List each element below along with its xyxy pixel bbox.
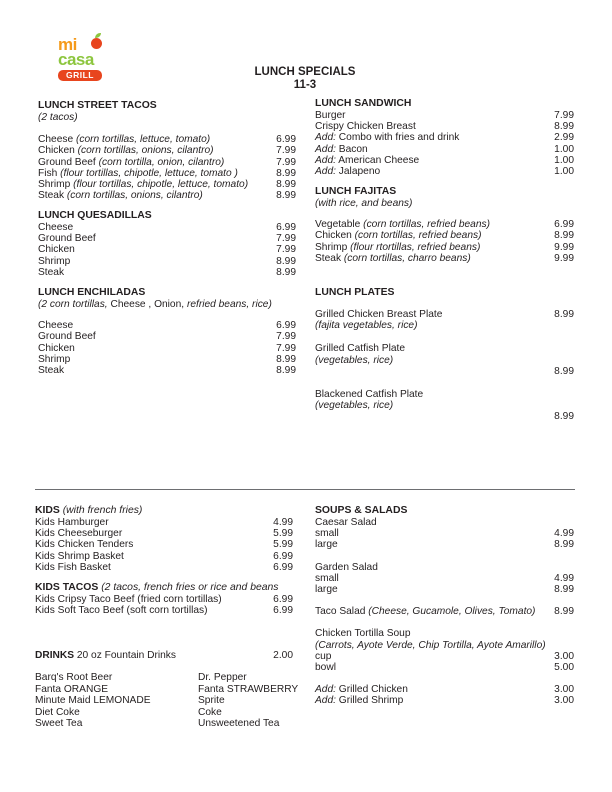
section-heading: LUNCH SANDWICH <box>315 98 412 109</box>
price: 8.99 <box>276 179 296 191</box>
price: 4.99 <box>554 572 574 584</box>
item-name: Steak <box>38 190 65 202</box>
item-desc: (vegetables, rice) <box>315 354 394 366</box>
item-name: Burger <box>315 110 346 121</box>
item-label <box>315 695 403 706</box>
drinks-list <box>35 672 299 730</box>
sandwich-section <box>315 98 574 177</box>
taco-salad <box>315 606 574 617</box>
item-label <box>38 244 75 255</box>
price: 5.99 <box>273 528 293 540</box>
kids-section <box>35 505 293 573</box>
logo <box>58 36 106 88</box>
price: 6.99 <box>273 561 293 573</box>
soups-salads-section <box>315 505 574 707</box>
menu-item <box>38 365 296 376</box>
menu-item <box>35 551 293 562</box>
item-name: Shrimp <box>38 353 71 365</box>
size-label: small <box>315 528 339 540</box>
drinks-section <box>35 650 299 730</box>
price: 8.99 <box>554 365 574 377</box>
price: 6.99 <box>554 219 574 231</box>
menu-item <box>315 253 574 264</box>
item-title <box>315 309 574 320</box>
drink-item: Sweet Tea <box>35 718 83 730</box>
price: 8.99 <box>554 584 574 596</box>
section-heading: KIDS <box>35 505 60 516</box>
menu-item <box>315 230 574 241</box>
menu-item <box>38 267 296 278</box>
item-desc: (flour tortillas, chipotle, lettuce, tomato) <box>73 179 249 191</box>
menu-item <box>315 144 574 155</box>
tortilla-soup: Chicken Tortilla Soup <box>315 628 411 640</box>
logo-mi: mi <box>58 35 77 54</box>
item-desc: (vegetables, rice) <box>315 400 394 412</box>
item-name: Chicken <box>38 342 75 354</box>
price: 8.99 <box>554 309 574 320</box>
section-note: (with rice, and beans) <box>315 198 413 209</box>
price: 8.99 <box>276 365 296 377</box>
enchiladas-section <box>38 287 296 376</box>
price: 1.00 <box>554 154 574 166</box>
price: 8.99 <box>554 606 574 618</box>
item-name: Kids Cheeseburger <box>35 528 123 540</box>
item-name: Steak <box>38 266 65 278</box>
menu-item <box>38 168 296 179</box>
item-detail <box>315 320 574 331</box>
price: 7.99 <box>276 145 296 157</box>
item-add: Add: <box>315 684 336 696</box>
menu-item <box>315 695 574 706</box>
title-hours: 11-3 <box>293 79 317 91</box>
item-name: Fish <box>38 167 58 179</box>
item-name: Ground Beef <box>38 233 96 245</box>
garden-salad: Garden Salad <box>315 561 378 573</box>
item-label <box>35 562 111 573</box>
drink-item: Fanta ORANGE <box>35 683 109 695</box>
item-label <box>38 267 64 278</box>
quesadillas-section <box>38 210 296 278</box>
drink-item: Dr. Pepper <box>198 672 247 684</box>
logo-casa: casa <box>58 50 94 69</box>
price: 6.99 <box>276 320 296 332</box>
item-label <box>315 132 459 143</box>
item-name: Crispy Chicken Breast <box>315 121 416 133</box>
item-name: Grilled Catfish Plate <box>315 343 406 355</box>
size-label: small <box>315 572 339 584</box>
price: 7.99 <box>276 331 296 343</box>
section-heading: LUNCH ENCHILADAS <box>38 287 146 298</box>
item-add: Add: <box>315 695 336 707</box>
menu-item <box>35 562 293 573</box>
item-name: Chicken <box>315 230 352 242</box>
price: 1.00 <box>554 143 574 155</box>
section-heading: DRINKS <box>35 650 75 661</box>
price: 7.99 <box>276 244 296 256</box>
item-desc: (flour tortillas, chipotle, lettuce, tomato ) <box>60 167 238 179</box>
menu-item <box>38 343 296 354</box>
item-desc: (corn tortillas, onions, cilantro) <box>66 190 203 202</box>
street-tacos-section <box>38 100 296 201</box>
item-name: Shrimp <box>38 179 71 191</box>
item-name: Chicken <box>38 244 75 256</box>
menu-item <box>38 244 296 255</box>
menu-item <box>315 684 574 695</box>
item-desc: (corn tortillas, lettuce, tomato) <box>75 134 211 146</box>
item-desc: (corn tortillas, charro beans) <box>343 252 471 264</box>
item-desc: (corn tortillas, onions, cilantro) <box>77 145 214 157</box>
item-name: Taco Salad <box>315 606 369 618</box>
price: 5.00 <box>554 662 574 674</box>
price: 6.99 <box>276 134 296 146</box>
item-desc: (corn tortillas, refried beans) <box>354 230 482 242</box>
price: 8.99 <box>276 190 296 202</box>
price: 8.99 <box>276 167 296 179</box>
item-label <box>315 121 416 132</box>
drink-item: Minute Maid LEMONADE <box>35 695 151 707</box>
note-part: (2 corn tortillas, <box>38 299 108 310</box>
item-name: Steak <box>315 252 342 264</box>
item-name: Jalapeno <box>335 166 381 178</box>
section-heading: LUNCH FAJITAS <box>315 186 397 197</box>
item-add: Add: <box>315 166 336 178</box>
price: 9.99 <box>554 241 574 253</box>
item-label <box>35 528 122 539</box>
item-desc: (fajita vegetables, rice) <box>315 320 418 332</box>
price: 9.99 <box>554 252 574 264</box>
item-name: Kids Chicken Tenders <box>35 539 134 551</box>
menu-item <box>38 179 296 190</box>
item-name: Chicken <box>38 145 75 157</box>
price: 8.99 <box>554 121 574 133</box>
item-name: Ground Beef <box>38 331 96 343</box>
drink-item: Diet Coke <box>35 706 80 718</box>
size-label: large <box>315 539 338 551</box>
item-add: Add: <box>315 143 336 155</box>
caesar-salad: Caesar Salad <box>315 517 377 528</box>
price: 2.99 <box>554 132 574 144</box>
item-label <box>38 145 214 156</box>
item-label <box>38 179 248 190</box>
item-label <box>38 168 238 179</box>
title-line: LUNCH SPECIALS <box>254 66 356 78</box>
price: 8.99 <box>554 411 574 423</box>
item-desc: (flour rtortillas, refried beans) <box>350 241 481 253</box>
item-label <box>38 190 203 201</box>
section-note <box>38 299 296 310</box>
item-label <box>38 320 73 331</box>
menu-item <box>35 517 293 528</box>
item-name: Kids Hamburger <box>35 517 109 528</box>
menu-item <box>315 389 574 422</box>
item-add: Add: <box>315 154 336 166</box>
item-name: Kids Fish Basket <box>35 561 111 573</box>
item-name: Cheese <box>38 222 74 233</box>
menu-item <box>38 222 296 233</box>
logo-grill: GRILL <box>58 70 102 81</box>
drink-item: Fanta STRAWBERRY <box>198 683 299 695</box>
price: 6.99 <box>273 605 293 617</box>
section-heading: LUNCH QUESADILLAS <box>38 210 152 221</box>
price: 7.99 <box>276 233 296 245</box>
item-label <box>38 222 73 233</box>
menu-item <box>315 110 574 121</box>
menu-item <box>38 134 296 145</box>
note-part: refried beans, rice) <box>186 299 272 310</box>
item-desc: (corn tortillas, refried beans) <box>363 219 490 231</box>
menu-item <box>315 242 574 253</box>
pepper-icon <box>91 38 102 49</box>
menu-item <box>38 320 296 331</box>
menu-item <box>38 331 296 342</box>
menu-item <box>38 145 296 156</box>
price: 8.99 <box>276 255 296 267</box>
price: 7.99 <box>276 156 296 168</box>
drink-item: Coke <box>198 706 222 718</box>
price: 8.99 <box>554 230 574 242</box>
divider <box>35 489 575 490</box>
item-name: Cheese <box>38 320 74 332</box>
item-name: Bacon <box>335 143 368 155</box>
section-heading: LUNCH PLATES <box>315 287 395 298</box>
item-name: Blackened Catfish Plate <box>315 388 424 400</box>
item-label <box>315 155 419 166</box>
price: 3.00 <box>554 684 574 696</box>
menu-item <box>315 132 574 143</box>
price: 7.99 <box>554 110 574 121</box>
price: 3.00 <box>554 695 574 707</box>
item-name: Shrimp <box>315 241 348 253</box>
item-label <box>315 219 490 230</box>
menu-item <box>315 219 574 230</box>
menu-item <box>315 343 574 376</box>
page-title <box>230 66 380 92</box>
item-desc: (Cheese, Gucamole, Olives, Tomato) <box>368 606 536 618</box>
price: 3.00 <box>554 650 574 662</box>
section-heading: KIDS TACOS <box>35 582 99 593</box>
item-label <box>38 157 224 168</box>
menu-item <box>38 233 296 244</box>
menu-item <box>35 594 293 605</box>
price: 7.99 <box>276 342 296 354</box>
price: 8.99 <box>276 353 296 365</box>
price: 4.99 <box>554 528 574 540</box>
item-detail <box>315 355 574 377</box>
plates-section <box>315 287 574 434</box>
item-name: Steak <box>38 365 65 377</box>
section-note: (2 tacos, french fries or rice and beans <box>98 582 279 593</box>
section-heading: SOUPS & SALADS <box>315 505 408 516</box>
item-name: Shrimp <box>38 255 71 267</box>
section-note: (with french fries) <box>59 505 143 516</box>
item-name: Combo with fries and drink <box>335 132 460 144</box>
item-desc: (corn tortilla, onion, cilantro) <box>98 156 225 168</box>
drink-item: Unsweetened Tea <box>198 718 280 730</box>
item-label <box>315 166 380 177</box>
drink-item: Sprite <box>198 695 225 707</box>
item-label <box>35 551 124 562</box>
section-heading: LUNCH STREET TACOS <box>38 100 157 111</box>
menu-item <box>38 256 296 267</box>
item-label <box>35 594 222 605</box>
price: 4.99 <box>273 517 293 528</box>
item-label <box>38 365 64 376</box>
menu-item <box>35 528 293 539</box>
menu-item <box>38 157 296 168</box>
item-label <box>38 354 70 365</box>
item-label <box>38 134 210 145</box>
size-label: cup <box>315 650 332 662</box>
menu-item <box>38 190 296 201</box>
section-note: (2 tacos) <box>38 112 78 123</box>
price: 6.99 <box>273 550 293 562</box>
drink-item: Barq's Root Beer <box>35 672 113 684</box>
item-label <box>315 110 346 121</box>
item-label <box>38 343 75 354</box>
leaf-icon <box>95 33 101 38</box>
menu-item <box>315 166 574 177</box>
item-name: Cheese <box>38 134 74 146</box>
item-name: Ground Beef <box>38 156 96 168</box>
item-label <box>38 233 96 244</box>
menu-item <box>315 309 574 331</box>
menu-item <box>315 121 574 132</box>
note-part: Cheese , Onion, <box>107 299 187 310</box>
item-label <box>315 684 408 695</box>
price: 6.99 <box>273 594 293 605</box>
price: 1.00 <box>554 166 574 178</box>
menu-item <box>35 539 293 550</box>
price: 6.99 <box>276 222 296 233</box>
menu-item <box>315 155 574 166</box>
item-name: Grilled Chicken Breast Plate <box>315 309 443 320</box>
item-label <box>35 539 133 550</box>
menu-item <box>35 605 293 616</box>
item-label <box>35 605 208 616</box>
item-add: Add: <box>315 132 336 144</box>
menu-item <box>38 354 296 365</box>
item-name: Kids Soft Taco Beef (soft corn tortillas) <box>35 605 208 617</box>
item-name: Grilled Shrimp <box>335 695 404 707</box>
item-label <box>315 242 480 253</box>
item-label <box>38 256 70 267</box>
item-detail <box>315 400 574 422</box>
item-desc: (Carrots, Ayote Verde, Chip Tortilla, Ayote Amarillo) <box>315 639 546 651</box>
item-name: American Cheese <box>335 154 420 166</box>
item-label <box>315 253 471 264</box>
size-label: bowl <box>315 662 336 674</box>
size-label: large <box>315 584 338 596</box>
item-name: Vegetable <box>315 219 361 231</box>
item-name: Kids Cripsy Taco Beef (fried corn tortillas) <box>35 594 222 605</box>
item-label <box>35 517 109 528</box>
price: 8.99 <box>554 539 574 551</box>
price: 8.99 <box>276 266 296 278</box>
drinks-price: 2.00 <box>273 650 293 661</box>
item-label <box>315 144 368 155</box>
drinks-detail: 20 oz Fountain Drinks <box>74 650 176 661</box>
item-label <box>38 331 96 342</box>
item-name: Kids Shrimp Basket <box>35 550 124 562</box>
item-title <box>315 343 574 354</box>
price: 5.99 <box>273 539 293 551</box>
fajitas-section <box>315 186 574 264</box>
kids-tacos-section <box>35 582 293 616</box>
item-name: Grilled Chicken <box>335 684 408 696</box>
item-label <box>315 230 481 241</box>
item-title <box>315 389 574 400</box>
